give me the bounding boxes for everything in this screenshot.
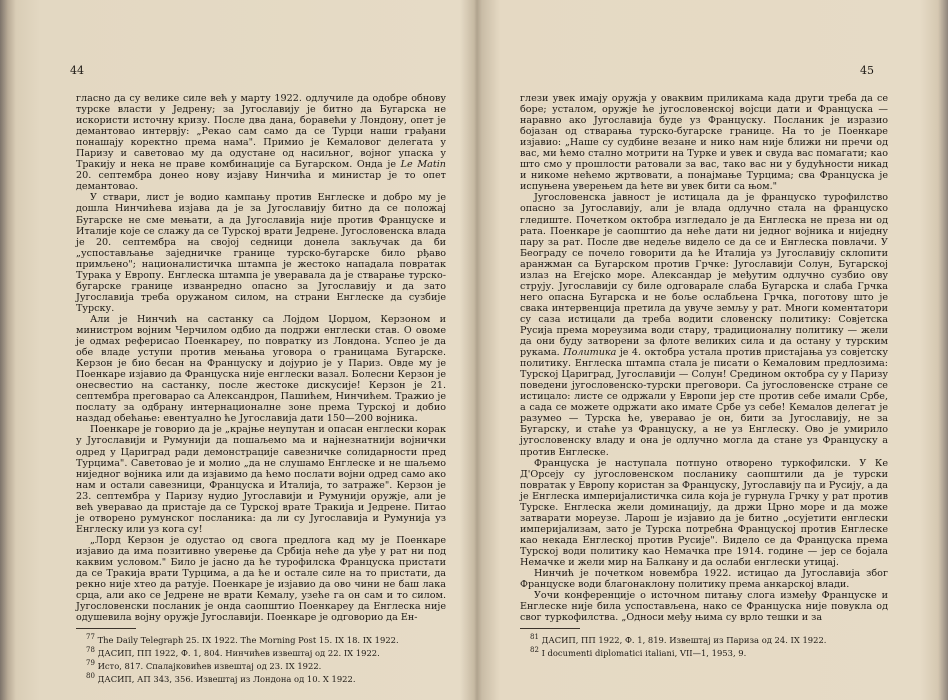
- left-page-text: [76, 93, 446, 683]
- italic-title: Le Matin: [400, 159, 446, 171]
- footnote-text: ДАСИП, АП 343, 356. Извештај из Лондона од 10. X 1922.: [97, 673, 356, 684]
- paragraph: У ствари, лист је водио кампању против Енглеске и добро му је дошла Нинчићева изјава да је за Југославију битно да се положај Бугарске не сме мењати, а да Југославија није против Француске и Италије које се слажу да се Турској врати Једрене. Југословенска влада је 20. септембра на својој седници донела закључак да би „успостављање заједничке границе турско-бугарске било рђаво примљено"; националистичка штампа је жестоко нападала повратак Турака у Европу. Енглеска штампа је уверавала да је стварање турско-бугарске границе изванредно опасно за Југославију и да зато Југославија треба оружаном силом, на страни Енглеске да сузбије Турску.: [76, 192, 446, 314]
- paragraph: Нинчић је почетком новембра 1922. истицао да Југославија због Француске води благонаклону политику према анкарској влади.: [520, 568, 888, 591]
- footnote-number: 78: [86, 646, 95, 655]
- paragraph: Уочи конференције о источном питању слога између Француске и Енглеске није била успостављена, нако се Француска није повукла од свог туркофилства. „Односи међу њима су врло тешки и за: [520, 590, 888, 624]
- footnote: [76, 645, 446, 658]
- right-page-text: [520, 93, 888, 658]
- footnote-text: I documenti diplomatici italiani, VII—1, 1953, 9.: [541, 647, 747, 658]
- paragraph: Али је Нинчић на састанку са Лојдом Џорџом, Керзоном и министром војним Черчилом одбио да подржи енглески став. О овоме је одмах реферисао Поенкареу, по повратку из Лондона. Успео је да обе владе уступи против мењања уговора о границама Бугарске. Керзон је био бесан на Француску и дојурио је у Париз. Овде му је Поенкаре изјавио да Француска није енглески вазал. Болесни Керзон је онесвестио на састанку, после жестоке дискусије! Керзон је 21. септембра преговарао са Александрон, Пашићем, Нинчићем. Тражио је послату за одбрану интернационалне зоне према Турској и добио наздад обећање: евентуално ће Југославија дати 150—200 војника.: [76, 313, 446, 425]
- footnote-divider: [520, 628, 580, 629]
- footnote-text: The Daily Telegraph 25. IX 1922. The Morning Post 15. IX 18. IX 1922.: [97, 635, 399, 646]
- paragraph: глези увек имају оружја у оваквим приликама када други треба да се боре; усталом, оружје ће југословенској војсци дати и Француска — наравно ако Југославија буде уз Француску. Посланик је изразио бојазан од стварања турско-бугарске границе. На то је Поенкаре изјавио: „Наше су судбине везане и нико нам није ближи ни пречи од вас, ми ћемо стално мотрити на Турке и увек и свуда вас помагати; као што смо у прошлости ратовали за вас, тако вас ни у будућности никад и никоме нећемо жртвовати, а понајмање Турцима; сва Француска је испуњена уверењем да ћете ви увек бити са њом.": [520, 93, 888, 193]
- right-page: [478, 0, 948, 700]
- footnote: [76, 632, 446, 645]
- footnote-divider: [76, 628, 136, 629]
- footnote-number: 81: [530, 633, 539, 642]
- footnote: [520, 645, 888, 658]
- footnote: [520, 632, 888, 645]
- footnote: [76, 671, 446, 684]
- footnote-text: ДАСИП, ПП 1922, Ф. 1, 804. Нинчићев извештај од 22. IX 1922.: [97, 647, 380, 658]
- footnote-number: 82: [530, 646, 539, 655]
- page-number: 44: [70, 64, 84, 77]
- paragraph: Југословенска јавност је истицала да је француско турофилство опасно за Југославију, али је влада одлучно стала на француско гледиште. Почетком октобра изгледало је да Енглеска не преза ни од рата. Поенкаре је саопштио да неће дати ни једног војника и ниједну пару за рат. После две недеље видело се да се и Енглеска повлачи. У Београду се почело говорити да ће Италија уз Југославију склопити аранжман са Бугарском против Грчке: Југославији Солун, Бугарској излаз на Егејско море. Александар је међутим одлучно сузбио ову струју. Југославији су биле одговарале слаба Бугарска и слаба Грчка него опасна Бугарска и не боље ослабљена Грчка, поготову што је свака интервенција претила да увуче земљу у рат. Многи коментатори су саза истицали да треба водити словенску политику: Совјетска Русија према мореузима води стару, традиционалну политику — жели да они буду затворени за флоте великих сила и да остану у турским рукама. Политика је 4. октобра устала против пристајања уз совјетску политику. Енглеска штампа стала је писати о Кемаловим предлозима: Турској Цариград, Југославији — Солун! Средином октобра су у Паризу поведени југословенско-турски преговори. Са југословенске стране се истицало: листе се одржали у Европи јер сте против себе имали Србе, а сада се можете одржати ако имате Србе уз себе! Кемалов делегат је разумео — Турска ће, уверавао је он, бити за Југославију, не за Бугарску, и стаће уз Француску, а не уз Енглеску. Ово је умирило југословенску владу и она је одлучно могла да стане уз Француску а против Енглеске.: [520, 192, 888, 458]
- page-number: 45: [860, 64, 874, 77]
- footnote-number: 77: [86, 633, 95, 642]
- paragraph: Поенкаре је говорио да је „крајње неупутан и опасан енглески корак у Југославији и Румунији да пошаљемо ма и најнезнатнији војнички одред у Цариград ради демонстрације савезничке солидарности пред Турцима". Саветовао је и молио „да не слушамо Енглеске и не шаљемо ниједног војника или да изјавимо да ћемо послати војни одред само ако нам и остали савезници, Француска и Италија, то затраже". Керзон је 23. септембра у Паризу нудио Југославији и Румунији оружје, али је већ уверавао да пристаје да се Турској врате Тракија и Једрене. Питао је отворено румунског посланика: да ли су Југославија и Румунија уз Енглеску или уз кога су!: [76, 424, 446, 535]
- italic-title: Политика: [563, 347, 617, 359]
- paragraph: гласно да су велике силе већ у марту 1922. одлучиле да одобре обнову турске власти у Једрену; за Југославију је битно да Бугарска не искористи источну кризу. После два дана, боравећи у Лондону, опет је демантовао интервју: „Рекао сам само да се Турци наши грађани понашају коректно према нама". Примио је Кемаловог делегата у Паризу и саветовао му да одустане од насиљног, војног упаска у Тракију и нека не праве комбинације са Бугарском. Онда је Le Matin 20. септембра донео нову изјаву Нинчића и министар је то опет демантовао.: [76, 93, 446, 193]
- paragraph: „Лорд Керзон је одустао од свога предлога кад му је Поенкаре изјавио да има позитивно уверење да Србија неће да уђе у рат ни под каквим условом." Било је јасно да ће турофилска Француска пристати да се Тракија врати Турцима, а да ће и остале силе на то пристати, да рекно није хтео да ратује. Поенкаре је изјавио да ово чини не баш лака срца, али ако се Једрене не врати Кемалу, узеће га он сам и то силом. Југословенски посланик је онда саопштио Поенкареу да Енглеска није одушевила војну оружје Југославији. Поенкаре је одговорио да Ен-: [76, 534, 446, 624]
- paragraph: Француска је наступала потпуно отворено туркофилски. У Ке Д'Орсеју су југословенском посланику саопштили да је турски повратак у Европу користан за Француску, Југославију па и Русију, а да је Енглеска империјалистичка сила која је гурнула Грчку у рат против Турске. Енглеска жели доминацију, да држи Црно море и да може затварати мореузе. Ларош је изјавио да је битно „осујетити енглески империјализам, зато је Турска потребна Француској против Енглеске као некада Енглеској против Русије". Видело се да Француска према Турској води политику као Немачка пре 1914. године — јер се бојала Немачке и жели мир на Балкану и да ослаби енглески утицај.: [520, 457, 888, 568]
- footnote-number: 79: [86, 658, 95, 667]
- footnote-text: ДАСИП, ПП 1922, Ф. 1, 819. Извештај из Париза од 24. IX 1922.: [541, 635, 827, 646]
- footnote: [76, 658, 446, 671]
- footnote-text: Исто, 817. Спалајковићев извештај од 23. IX 1922.: [97, 660, 322, 671]
- footnote-number: 80: [86, 671, 95, 680]
